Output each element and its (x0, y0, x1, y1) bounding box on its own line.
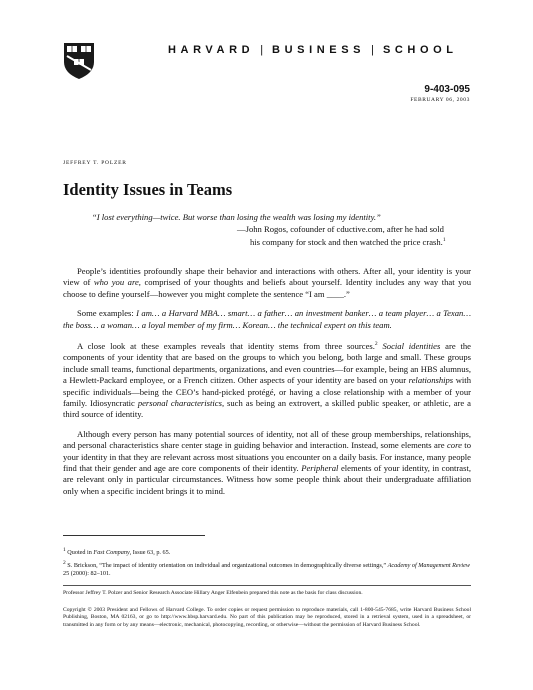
harvard-shield-logo (63, 42, 95, 80)
document-number: 9-403-095 (424, 84, 470, 95)
footnote-2: $^2$ S. Brickson, “The impact of identity orientation on individual and organizational outcomes in demographically diverse settings,” Academy of Management Review 25 (2000): 82–101. (63, 560, 470, 578)
footnote-divider (63, 535, 205, 536)
epigraph-quote: “I lost everything—twice. But worse than losing the wealth was losing my identity.” (92, 212, 381, 222)
epigraph (92, 212, 470, 249)
masthead-divider: | (260, 44, 264, 56)
paragraph-4: Although every person has many potential sources of identity, not all of these group memberships, relationships, and personal characteristics share center stage in guiding behavior and interaction. Instead, some elements are core to your identity in that they are relevant across most situations you encounter on a daily basis. For instance, many people find that their gender and age are core components of their identity. Peripheral elements of your identity, in contrast, are relevant only in particular circumstances. Witness how some people think about their undergraduate affiliation only when a specific incident brings it to mind. (63, 428, 471, 496)
page-title: Identity Issues in Teams (63, 180, 233, 199)
footnote-1: $^1$ Quoted in Fast Company, Issue 63, p. 65. (63, 547, 171, 557)
document-date: FEBRUARY 06, 2003 (410, 97, 470, 103)
paragraph-examples: Some examples: I am… a Harvard MBA… smart… a father… an investment banker… a team player… a Texan… the boss… a woman… a loyal member of my firm… Korean… the technical expert on this team. (63, 308, 471, 330)
epigraph-attribution-line2 (92, 235, 470, 248)
author: JEFFREY T. POLZER (63, 160, 127, 166)
body-text (63, 266, 471, 505)
paragraph-3: A close look at these examples reveals that identity stems from three sources.$^2$ Social identities are the components of your identity that are based on the groups to which you belong, both large and small. These groups include small teams, functional departments, organizations, and even countries—for example, being an HBS alumnus, a Hewlett-Packard employee, or a French citizen. Other aspects of your identity are based on your relationships with specific individuals—being the CEO’s hand-picked protégé, or having a close relationship with a member of your family. Idiosyncratic personal characteristics, such as being an extrovert, a skilled public speaker, or athletic, are a third source of identity. (63, 340, 471, 420)
bottom-divider (63, 585, 471, 586)
copyright-notice: Copyright © 2003 President and Fellows of Harvard College. To order copies or request permission to reproduce materials, call 1-800-545-7685, write Harvard Business School Publishing, Boston, MA 02163, or go to http://www.hbsp.harvard.edu. No part of this publication may be reproduced, stored in a retrieval system, used in a spreadsheet, or transmitted in any form or by any means—electronic, mechanical, photocopying, recording, or otherwise—without the permission of Harvard Business School. (63, 607, 471, 628)
footnote-ref-2: 2 (374, 341, 378, 348)
paragraph-1: People’s identities profoundly shape their behavior and interactions with others. After all, your identity is your view of who you are, comprised of your thoughts and beliefs about yourself. Identity includes any way that you choose to define yourself—however you might complete the sentence “I am ____.” (63, 266, 471, 299)
epigraph-attribution-text: his company for stock and then watched the price crash. (250, 237, 443, 248)
footnote-ref-1: 1 (442, 237, 446, 244)
masthead-divider: | (371, 44, 374, 56)
masthead (168, 44, 478, 56)
epigraph-attribution-line1: —John Rogos, cofounder of cductive.com, after he had sold (237, 223, 444, 234)
masthead-harvard: HARVARD (168, 44, 255, 56)
masthead-school: SCHOOL (382, 44, 458, 56)
masthead-business: BUSINESS (272, 44, 366, 56)
preparer-note: Professor Jeffrey T. Polzer and Senior Research Associate Hillary Anger Elfenbein prepared this note as the basis for class discussion. (63, 590, 363, 596)
